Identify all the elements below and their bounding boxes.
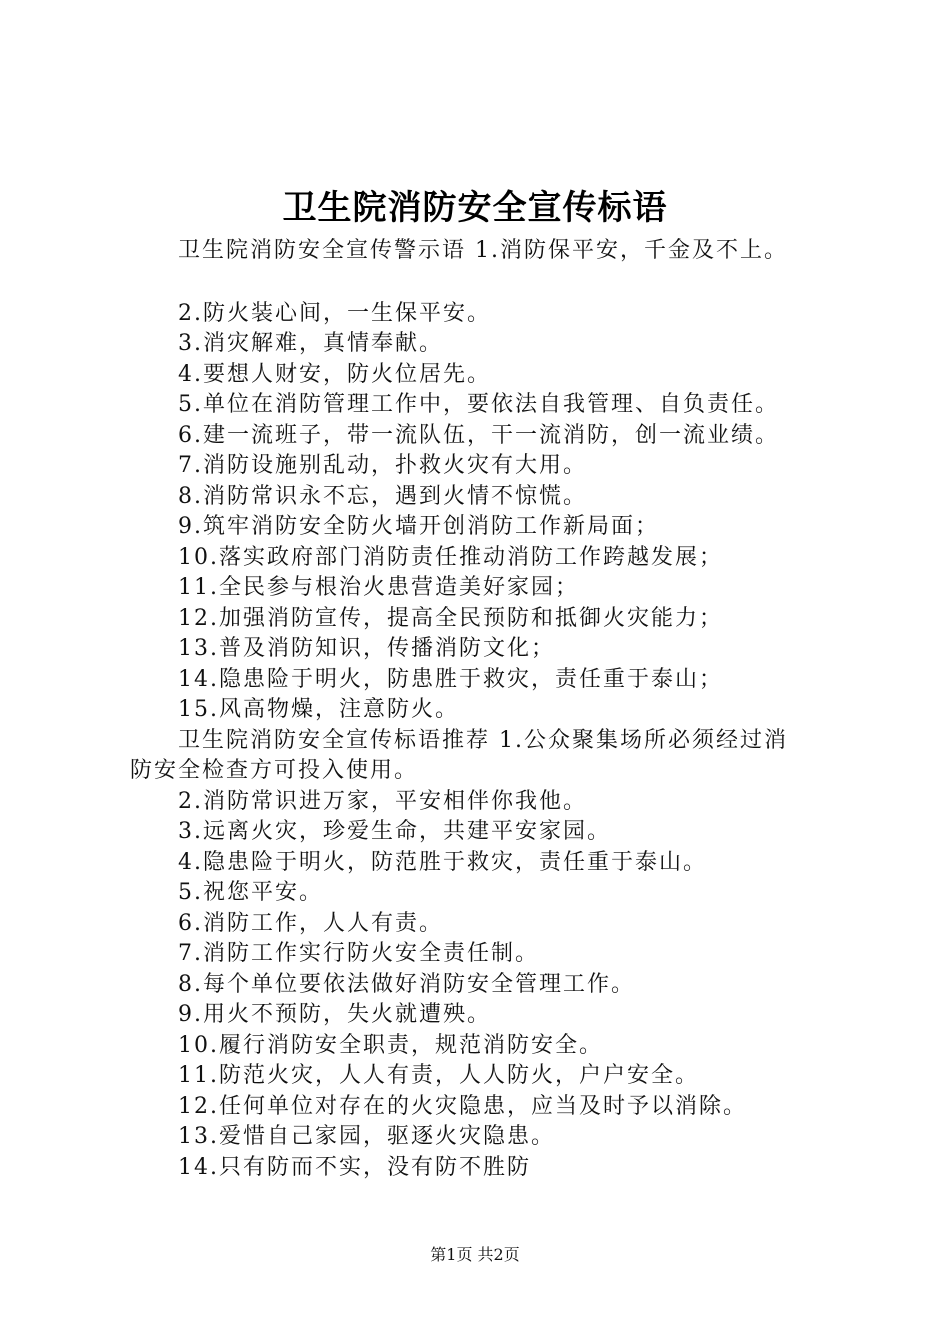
paragraph-line: 10.履行消防安全职责，规范消防安全。 <box>178 1032 603 1058</box>
paragraph-line: 2.消防常识进万家，平安相伴你我他。 <box>178 788 587 814</box>
paragraph-line: 2.防火装心间，一生保平安。 <box>178 300 491 326</box>
paragraph-line: 3.远离火灾，珍爱生命，共建平安家园。 <box>178 819 611 844</box>
paragraph-line: 10.落实政府部门消防责任推动消防工作跨越发展； <box>178 544 723 570</box>
paragraph-line: 防安全检查方可投入使用。 <box>130 758 419 783</box>
paragraph-line: 5.祝您平安。 <box>178 880 323 905</box>
paragraph-line: 9.筑牢消防安全防火墙开创消防工作新局面； <box>178 514 659 539</box>
paragraph-line: 卫生院消防安全宣传标语推荐 1.公众聚集场所必须经过消 <box>178 727 788 753</box>
paragraph-line: 12.加强消防宣传，提高全民预防和抵御火灾能力； <box>178 605 723 631</box>
paragraph-line: 3.消灾解难，真情奉献。 <box>178 331 443 356</box>
paragraph-line: 13.爱惜自己家园，驱逐火灾隐患。 <box>178 1124 555 1149</box>
document-title: 卫生院消防安全宣传标语 <box>282 188 668 228</box>
paragraph-line: 13.普及消防知识，传播消防文化； <box>178 636 555 661</box>
paragraph-line: 11.防范火灾，人人有责，人人防火，户户安全。 <box>178 1063 699 1088</box>
paragraph-line: 8.消防常识永不忘，遇到火情不惊慌。 <box>178 483 587 509</box>
paragraph-line: 7.消防工作实行防火安全责任制。 <box>178 941 539 966</box>
paragraph-line: 6.消防工作，人人有责。 <box>178 910 443 936</box>
paragraph-line: 4.要想人财安，防火位居先。 <box>178 361 491 387</box>
paragraph-line: 5.单位在消防管理工作中，要依法自我管理、自负责任。 <box>178 392 779 417</box>
paragraph-line: 4.隐患险于明火，防范胜于救灾，责任重于泰山。 <box>178 849 707 875</box>
paragraph-line: 11.全民参与根治火患营造美好家园； <box>178 575 579 600</box>
paragraph-line: 6.建一流班子，带一流队伍，干一流消防，创一流业绩。 <box>178 422 779 448</box>
paragraph-line: 14.隐患险于明火，防患胜于救灾，责任重于泰山； <box>178 666 723 692</box>
paragraph-line: 14.只有防而不实，没有防不胜防 <box>178 1154 531 1180</box>
document-body <box>130 236 835 1183</box>
paragraph-line: 8.每个单位要依法做好消防安全管理工作。 <box>178 971 635 997</box>
paragraph-line: 15.风高物燥，注意防火。 <box>178 697 459 722</box>
paragraph-line: 12.任何单位对存在的火灾隐患，应当及时予以消除。 <box>178 1093 747 1119</box>
page-footer: 第1页 共2页 <box>430 1245 520 1264</box>
paragraph-line: 9.用火不预防，失火就遭殃。 <box>178 1002 491 1027</box>
paragraph-line: 卫生院消防安全宣传警示语 1.消防保平安，千金及不上。 <box>178 238 788 263</box>
paragraph-line: 7.消防设施别乱动，扑救火灾有大用。 <box>178 453 587 478</box>
